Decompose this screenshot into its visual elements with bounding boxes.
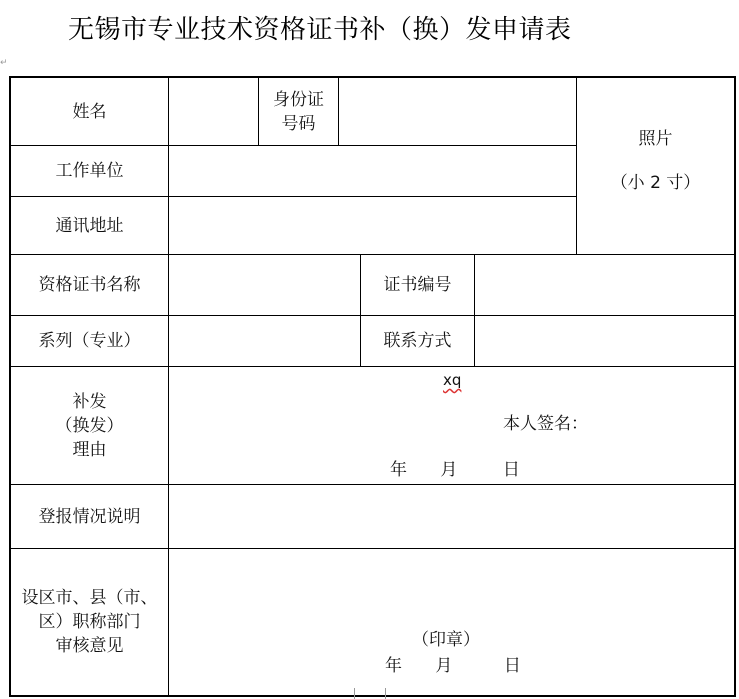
contact-field[interactable] <box>475 316 734 366</box>
contact-label: 联系方式 <box>383 331 452 351</box>
paragraph-mark-icon: ↵ <box>0 58 8 68</box>
newspaper-notice-label: 登报情况说明 <box>38 506 141 527</box>
table-border-right <box>734 76 736 697</box>
work-unit-field[interactable] <box>169 146 576 196</box>
certificate-number-field[interactable] <box>475 255 734 315</box>
text-mark: xq <box>443 371 462 389</box>
address-label: 通讯地址 <box>55 215 124 236</box>
newspaper-notice-field[interactable] <box>169 485 734 548</box>
series-field[interactable] <box>169 316 360 366</box>
signature-label: 本人签名： <box>503 414 588 434</box>
name-field[interactable] <box>169 78 258 145</box>
certificate-name-field[interactable] <box>169 255 360 315</box>
review-date: 年 月 日 <box>385 656 521 676</box>
id-number-label: 身份证 号码 <box>273 89 324 134</box>
reissue-reason-field[interactable] <box>169 367 734 484</box>
reissue-reason-label: 补发 （换发） 理由 <box>55 391 124 460</box>
table-border-bottom <box>10 695 736 697</box>
address-field[interactable] <box>169 197 576 254</box>
work-unit-label: 工作单位 <box>55 161 124 181</box>
reason-date: 年 月 日 <box>390 460 520 480</box>
series-label: 系列（专业） <box>38 331 141 351</box>
certificate-number-label: 证书编号 <box>383 275 452 295</box>
name-label: 姓名 <box>72 101 107 122</box>
certificate-name-label: 资格证书名称 <box>38 275 141 295</box>
review-opinion-label: 设区市、县（市、 区）职称部门 审核意见 <box>21 588 158 656</box>
id-number-field[interactable] <box>339 78 576 145</box>
seal-label: （印章） <box>412 630 480 650</box>
form-title: 无锡市专业技术资格证书补（换）发申请表 <box>68 15 572 45</box>
photo-box[interactable]: 照片 （小 2 寸） <box>610 129 701 193</box>
review-opinion-field[interactable] <box>169 549 734 695</box>
